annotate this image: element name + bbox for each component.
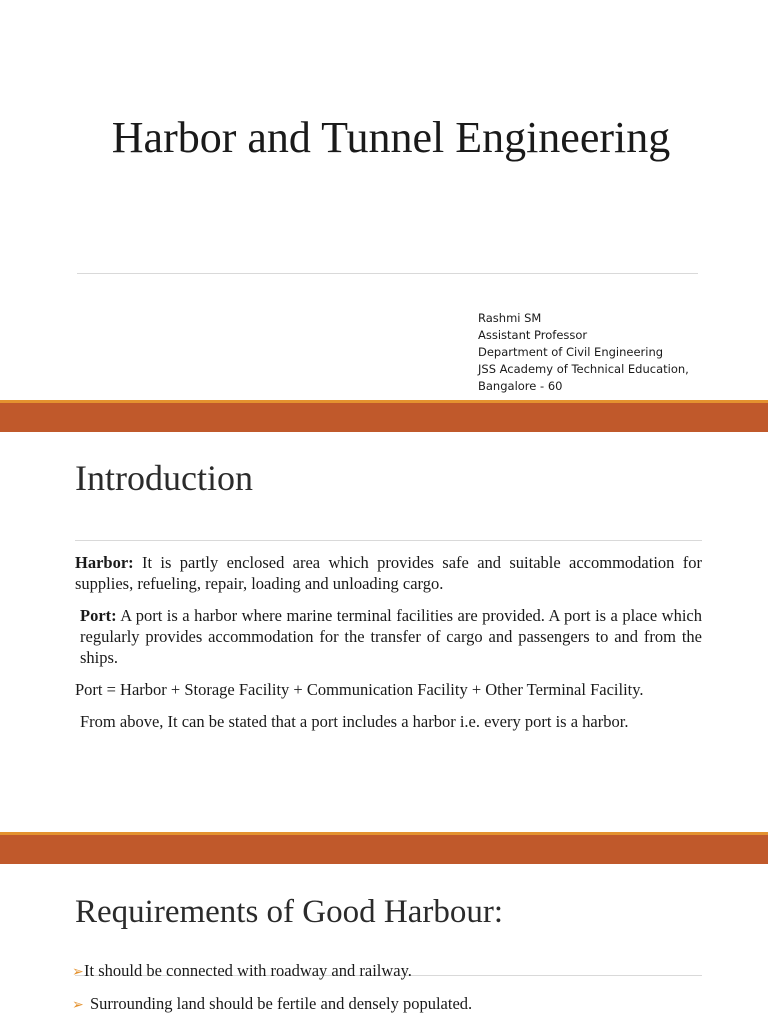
list-item-text: Surrounding land should be fertile and densely populated. [90,994,473,1013]
title-divider [75,540,702,541]
requirements-slide [0,864,768,1024]
harbor-text: It is partly enclosed area which provides safe and suitable accommodation for supplies, refueling, repair, loading and unloading cargo. [75,553,702,593]
list-item-text: It should be connected with roadway and railway. [84,961,412,980]
slide-title: Introduction [75,458,253,498]
port-term: Port: [80,606,117,625]
port-definition [75,605,702,668]
port-equation: Port = Harbor + Storage Facility + Communication Facility + Other Terminal Facility. [75,680,644,699]
author-institution: JSS Academy of Technical Education, [478,362,689,376]
harbor-term: Harbor: [75,553,134,572]
port-text: A port is a harbor where marine terminal facilities are provided. A port is a place which regularly provides accommodation for the transfer of cargo and passengers to and from the ships. [80,606,702,667]
author-name: Rashmi SM [478,311,542,325]
slide-title: Requirements of Good Harbour: [75,894,503,930]
slide-separator [0,400,768,432]
arrow-right-icon: ➢ [72,964,84,980]
conclusion-paragraph: From above, It can be stated that a port includes a harbor i.e. every port is a harbor. [80,712,629,731]
harbor-definition [75,552,702,594]
slide-separator [0,832,768,864]
title-slide [0,0,768,400]
introduction-slide [0,432,768,832]
slide-body [75,552,702,743]
author-info [478,310,689,395]
list-item [72,960,472,983]
list-item [72,993,472,1016]
requirements-list [72,960,472,1024]
author-position: Assistant Professor [478,328,588,342]
author-department: Department of Civil Engineering [478,345,664,359]
title-divider [77,273,698,274]
arrow-right-icon: ➢ [72,997,84,1013]
author-location: Bangalore - 60 [478,379,563,393]
presentation-title: Harbor and Tunnel Engineering [111,113,671,162]
